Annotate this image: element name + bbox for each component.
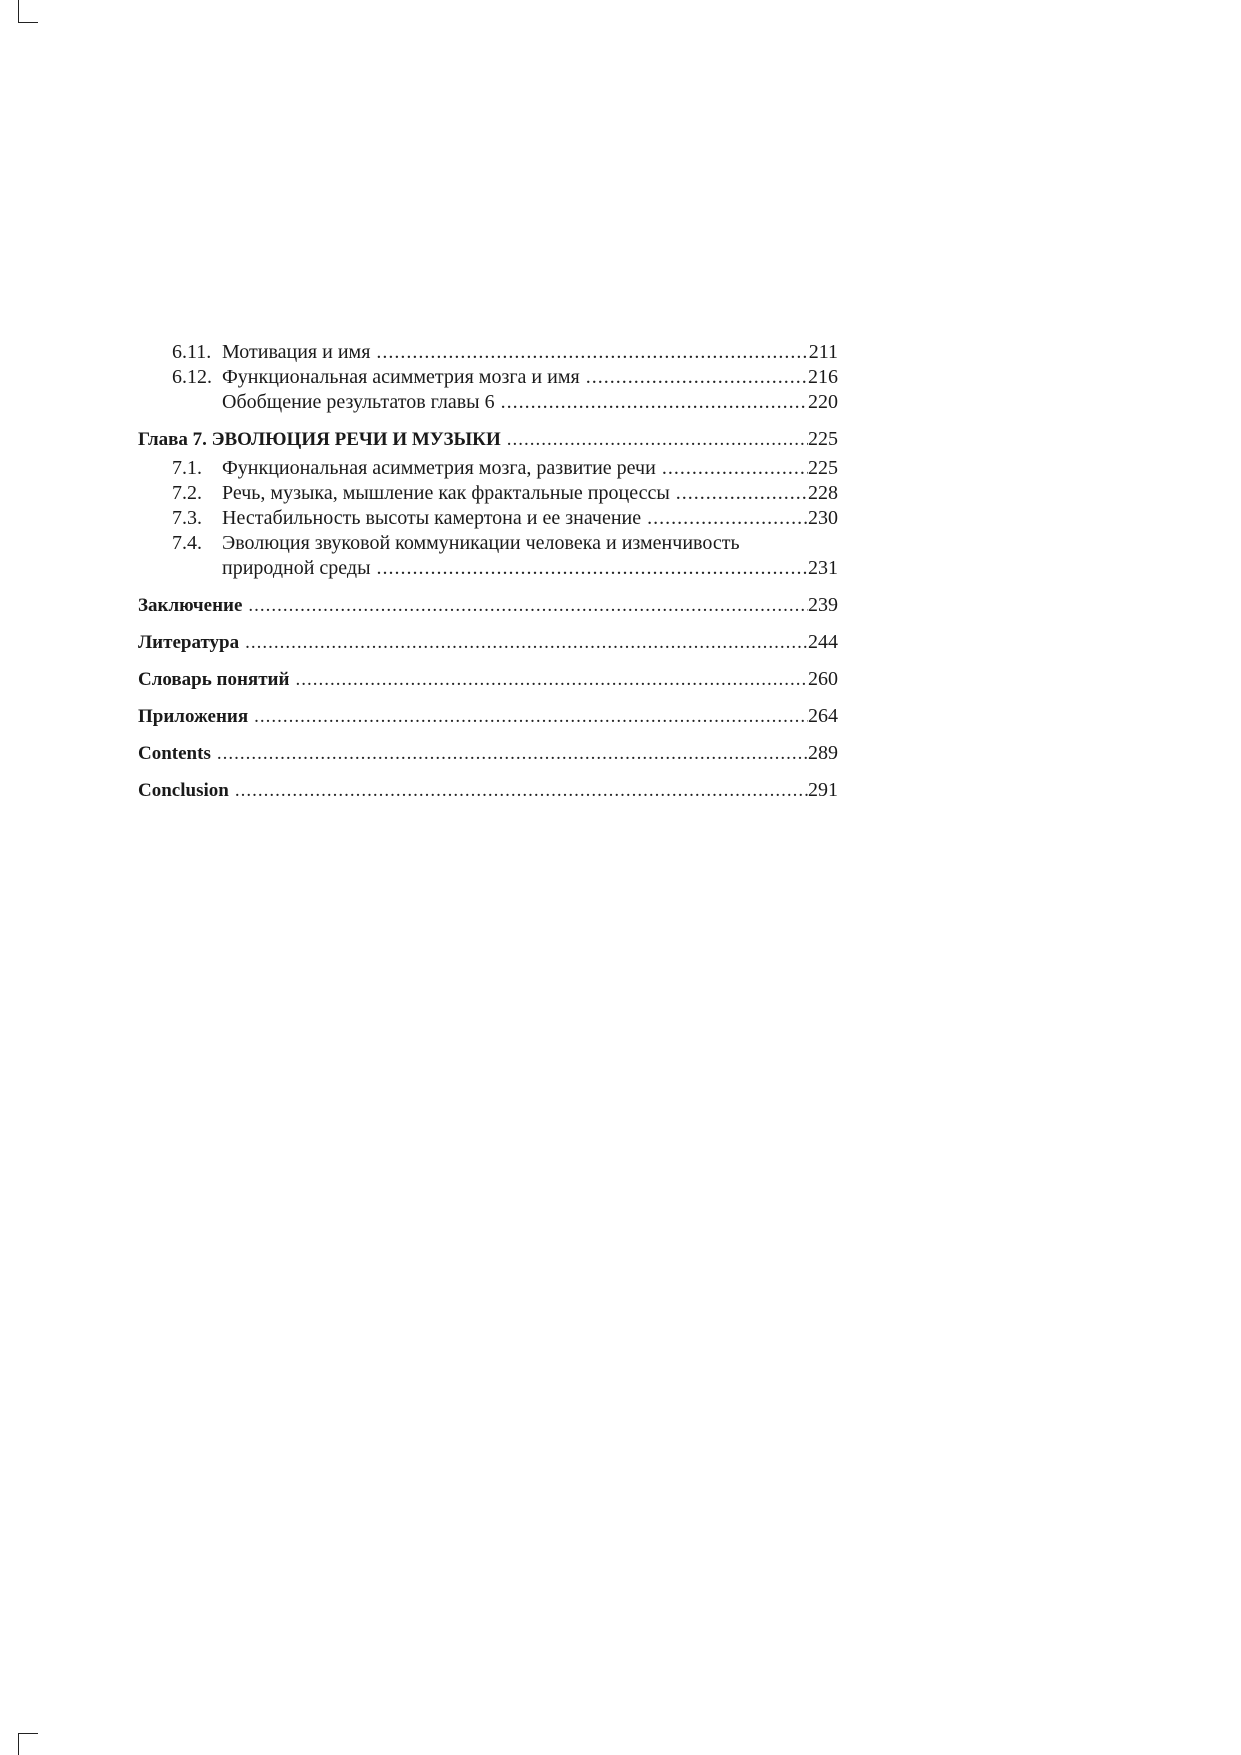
toc-entry-title: Приложения	[138, 706, 249, 727]
toc-entry-7-4-continued[interactable]	[138, 556, 838, 581]
toc-entry-chapter-7[interactable]	[138, 427, 838, 452]
toc-entry-number: 7.2.	[172, 482, 202, 504]
toc-entry-page: 228	[808, 482, 838, 504]
toc-entry-page: 231	[808, 557, 838, 579]
toc-leader-dots	[248, 593, 808, 618]
toc-entry-conclusion-en[interactable]	[138, 778, 838, 803]
toc-leader-dots	[507, 427, 808, 452]
toc-entry-page: 220	[808, 391, 838, 413]
toc-leader-dots	[376, 340, 808, 365]
toc-entry-page: 289	[808, 742, 838, 764]
toc-entry-glossary[interactable]	[138, 667, 838, 692]
crop-mark-bottom-left-vertical	[18, 1733, 19, 1755]
toc-leader-dots	[245, 630, 808, 655]
toc-leader-dots	[647, 506, 808, 531]
toc-entry-literature[interactable]	[138, 630, 838, 655]
toc-entry-number: 6.12.	[172, 366, 212, 388]
toc-entry-page: 216	[808, 366, 838, 388]
toc-entry-title: Conclusion	[138, 780, 229, 801]
toc-entry-title: Мотивация и имя	[222, 341, 371, 363]
toc-leader-dots	[295, 667, 808, 692]
toc-entry-page: 239	[808, 594, 838, 616]
toc-entry-title: Литература	[138, 632, 240, 653]
toc-entry-title: Речь, музыка, мышление как фрактальные процессы	[222, 482, 670, 504]
toc-leader-dots	[501, 390, 808, 415]
toc-entry-conclusion-ru[interactable]	[138, 593, 838, 618]
toc-entry-title: Нестабильность высоты камертона и ее значение	[222, 507, 642, 529]
toc-leader-dots	[662, 456, 808, 481]
toc-leader-dots	[586, 365, 808, 390]
toc-entry-7-3[interactable]	[138, 506, 838, 531]
toc-entry-7-2[interactable]	[138, 481, 838, 506]
toc-leader-dots	[217, 741, 808, 766]
toc-entry-title: Словарь понятий	[138, 669, 290, 690]
toc-entry-number: 7.4.	[172, 532, 202, 554]
toc-entry-page: 244	[808, 631, 838, 653]
toc-entry-page: 225	[808, 428, 838, 450]
toc-entry-6-11[interactable]	[138, 340, 838, 365]
toc-entry-6-12[interactable]	[138, 365, 838, 390]
toc-entry-title: Функциональная асимметрия мозга и имя	[222, 366, 580, 388]
toc-entry-page: 211	[808, 341, 838, 363]
toc-entry-page: 264	[808, 705, 838, 727]
crop-mark-top-left-vertical	[18, 0, 19, 22]
toc-entry-chapter-6-summary[interactable]	[138, 390, 838, 415]
toc-entry-7-1[interactable]	[138, 456, 838, 481]
toc-entry-number: 6.11.	[172, 341, 212, 363]
toc-entry-7-4[interactable]	[138, 531, 838, 556]
toc-entry-title: Глава 7. ЭВОЛЮЦИЯ РЕЧИ И МУЗЫКИ	[138, 429, 501, 450]
toc-entry-page: 225	[808, 457, 838, 479]
toc-entry-title: Функциональная асимметрия мозга, развитие речи	[222, 457, 656, 479]
toc-entry-title-continued: природной среды	[222, 557, 371, 579]
crop-mark-top-left-horizontal	[18, 22, 38, 23]
toc-entry-title: Contents	[138, 743, 211, 764]
toc-entry-page: 230	[808, 507, 838, 529]
toc-entry-title: Заключение	[138, 595, 243, 616]
table-of-contents	[138, 340, 838, 803]
toc-leader-dots	[676, 481, 808, 506]
toc-entry-number: 7.3.	[172, 507, 202, 529]
toc-entry-page: 260	[808, 668, 838, 690]
toc-entry-title: Эволюция звуковой коммуникации человека и изменчивость	[222, 532, 740, 554]
toc-entry-page: 291	[808, 779, 838, 801]
toc-leader-dots	[235, 778, 808, 803]
toc-entry-number: 7.1.	[172, 457, 202, 479]
toc-entry-contents[interactable]	[138, 741, 838, 766]
crop-mark-bottom-left-horizontal	[18, 1733, 38, 1734]
toc-entry-title: Обобщение результатов главы 6	[222, 391, 495, 413]
toc-leader-dots	[254, 704, 808, 729]
toc-entry-appendices[interactable]	[138, 704, 838, 729]
toc-leader-dots	[377, 556, 808, 581]
